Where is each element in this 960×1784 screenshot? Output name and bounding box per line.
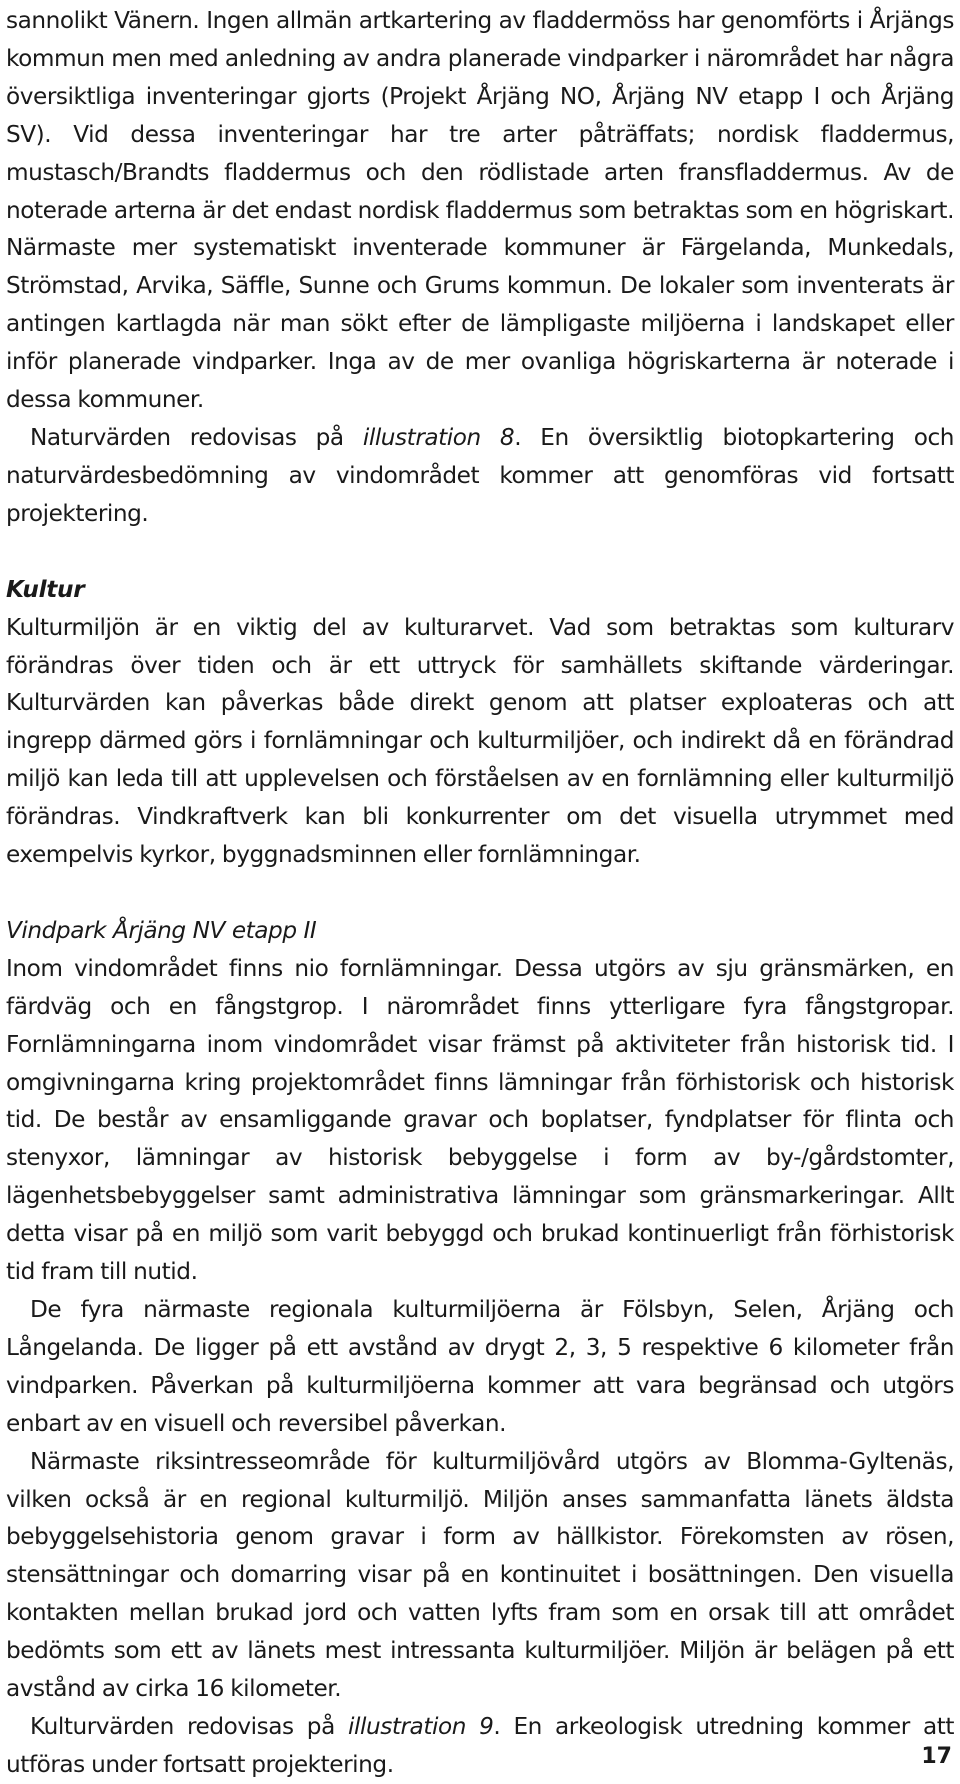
nature-text-end: . En översiktlig biotopkartering och naturvärdesbedömning av vindområdet kommer att genomföras vid fortsatt projektering. [6,423,954,527]
culture-text-end: . En arkeologisk utredning kommer att utföras under fortsatt projektering. [6,1712,955,1778]
nature-values-paragraph [6,419,954,533]
culture-values-paragraph [6,1708,954,1784]
vindpark-heading: Vindpark Årjäng NV etapp II [6,916,317,944]
document-page [6,2,954,1784]
page-number: 17 [921,1744,952,1769]
bats-paragraph: sannolikt Vänern. Ingen allmän artkartering av fladdermöss har genomförts i Årjängs kommun men med anledning av andra planerade vindparker i närområdet har några översiktliga inventeringar gjorts (Projekt Årjäng NO, Årjäng NV etapp I och Årjäng SV). Vid dessa inventeringar har tre arter påträffats; nordisk fladdermus, mustasch/Brandts fladdermus och den rödlistade arten fransfladdermus. Av de noterade arterna är det endast nordisk fladdermus som betraktas som en högriskart. Närmaste mer systematiskt inventerade kommuner är Färgelanda, Munkedals, Strömstad, Arvika, Säffle, Sunne och Grums kommun. De lokaler som inventerats är antingen kartlagda när man sökt efter de lämpligaste miljöerna i landskapet eller inför planerade vindparker. Inga av de mer ovanliga högriskarterna är noterade i dessa kommuner. [6,7,954,414]
nature-text-start: Naturvärden redovisas på [30,423,363,451]
riksintresse-paragraph: Närmaste riksintresseområde för kulturmiljövård utgörs av Blomma-Gyltenäs, vilken också är en regional kulturmiljö. Miljön anses sammanfatta länets äldsta bebyggelsehistoria genom gravar i form av hällkistor. Förekomsten av rösen, stensättningar och domarring visar på en kontinuitet i bosättningen. Den visuella kontakten mellan brukad jord och vatten lyfts fram som en orsak till att området bedömts som ett av länets mest intressanta kulturmiljöer. Miljön är belägen på ett avstånd av cirka 16 kilometer. [6,1447,954,1703]
regional-kulturmiljoer-paragraph: De fyra närmaste regionala kulturmiljöerna är Fölsbyn, Selen, Årjäng och Långelanda. De ligger på ett avstånd av drygt 2, 3, 5 respektive 6 kilometer från vindparken. Påverkan på kulturmiljöerna kommer att vara begränsad och utgörs enbart av en visuell och reversibel påverkan. [6,1296,954,1437]
illustration-8-reference: illustration 8 [362,423,515,451]
kultur-heading: Kultur [6,575,85,603]
section-spacer [6,874,954,912]
illustration-9-reference: illustration 9 [347,1712,494,1740]
fornlamningar-paragraph: Inom vindområdet finns nio fornlämningar. Dessa utgörs av sju gränsmärken, en färdväg och en fångstgrop. I närområdet finns ytterligare fyra fångstgropar. Fornlämningarna inom vindområdet visar främst på aktiviteter från historisk tid. I omgivningarna kring projektområdet finns lämningar från förhistorisk och historisk tid. De består av ensamliggande gravar och boplatser, fyndplatser för flinta och stenyxor, lämningar av historisk bebyggelse i form av by-/gårdstomter, lägenhetsbebyggelser samt administrativa lämningar som gränsmarkeringar. Allt detta visar på en miljö som varit bebyggd och brukad kontinuerligt från förhistorisk tid fram till nutid. [6,954,954,1286]
kultur-paragraph: Kulturmiljön är en viktig del av kulturarvet. Vad som betraktas som kulturarv förändras över tiden och är ett uttryck för samhällets skiftande värderingar. Kulturvärden kan påverkas både direkt genom att platser exploateras och att ingrepp därmed görs i fornlämningar och kulturmiljöer, och indirekt då en förändrad miljö kan leda till att upplevelsen och förståelsen av en fornlämning eller kulturmiljö förändras. Vindkraftverk kan bli konkurrenter om det visuella utrymmet med exempelvis kyrkor, byggnadsminnen eller fornlämningar. [6,613,954,869]
section-spacer [6,533,954,571]
culture-text-start: Kulturvärden redovisas på [30,1712,348,1740]
